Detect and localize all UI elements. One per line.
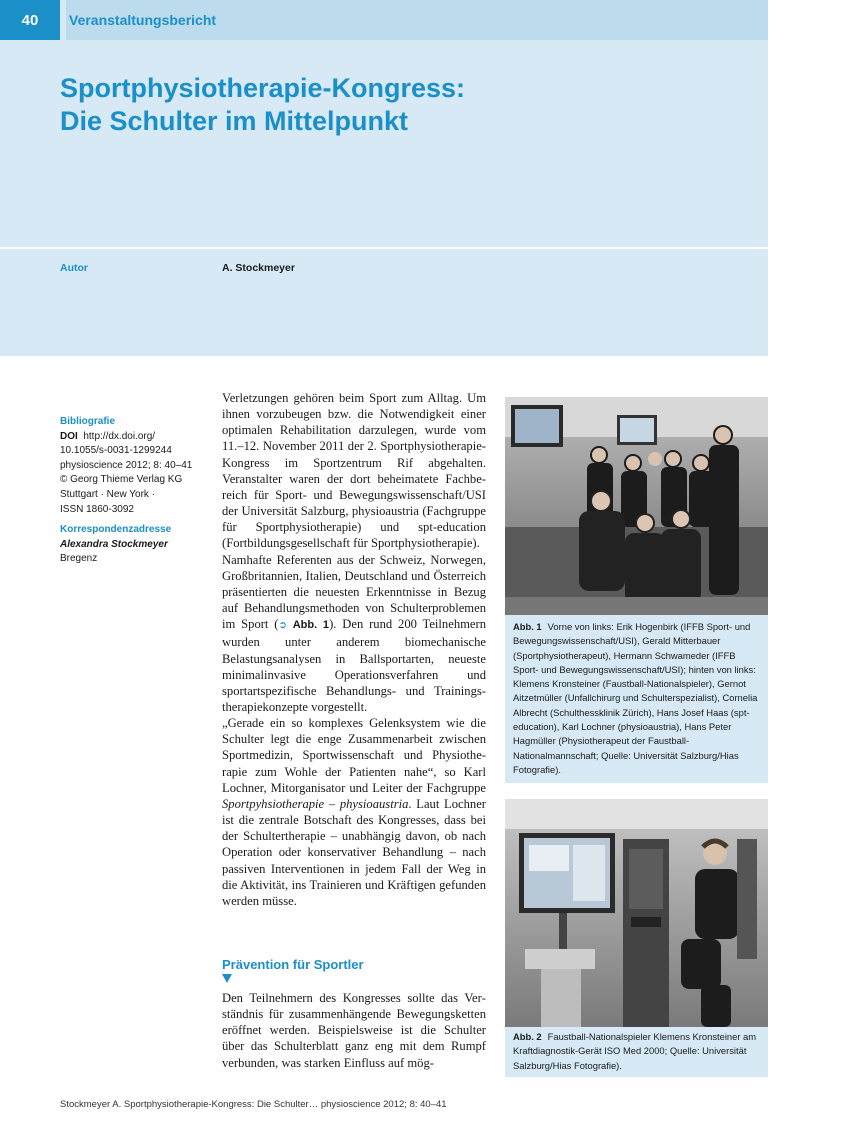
- figure-2-label: Abb. 2: [513, 1031, 542, 1042]
- reference-arrow-icon[interactable]: ➲: [278, 620, 287, 632]
- footer-citation: Stockmeyer A. Sportphysiotherapie-Kongress: Die Schulter… physioscience 2012; 8: 40–41: [60, 1099, 447, 1110]
- title-line-2: Die Schulter im Mittelpunkt: [60, 106, 409, 136]
- figure-1-photo: [505, 397, 768, 615]
- issn: ISSN 1860-3092: [60, 503, 134, 515]
- figure-2: [505, 799, 768, 1077]
- header-band: [0, 0, 768, 356]
- figure-1-label: Abb. 1: [513, 621, 542, 632]
- paragraph-2: Namhafte Referenten aus der Schweiz, Norwegen, Großbritannien, Italien, Deutschland und Österreich präsentierten die neuesten Erkenntnisse in Bezug auf Behandlungsmethoden von Schulterproblemen im Sport (➲ Abb. 1). Den rund 200 Teilnehmern wurden unter anderem biomechanische Belastungsanalysen in Ballsportarten, neueste minimalinvasive Operationsverfahren und sportartspezifische Behandlungs- und Trainingstherapiekonzepte vorgestellt.: [222, 552, 486, 714]
- article-body: [222, 390, 486, 909]
- section-label: Veranstaltungsbericht: [66, 0, 768, 40]
- page-number: 40: [0, 0, 60, 40]
- title-line-1: Sportphysiotherapie-Kongress:: [60, 73, 466, 103]
- doi-label: DOI: [60, 430, 78, 442]
- figure-reference[interactable]: Abb. 1: [292, 619, 330, 632]
- article-title: [60, 72, 720, 138]
- bibliography-heading: Bibliografie: [60, 416, 116, 427]
- subheading: Prävention für Sportler: [222, 957, 364, 972]
- publisher: © Georg Thieme Verlag KG: [60, 474, 183, 486]
- article-body-continued: [222, 990, 486, 1071]
- author-label: Autor: [60, 262, 88, 274]
- bibliography-sidebar: [60, 415, 210, 567]
- figure-1-caption: Abb. 1 Vorne von links: Erik Hogenbirk (IFFB Sport- und Bewegungswissenschaft/USI), Gerald Mitterbauer (Sportphysiotherapeut), Hermann Schwameder (IFFB Sport- und Bewegungswissenschaft/USI); hinten von links: Klemens Kronsteiner (Faustball-Nationalspieler), Gernot Aitzetmüller (Unfallchirurg und Schulterspezialist), Cornelia Albrecht (Schulthessklinik Zürich), Hans Josef Haas (spt-education), Karl Lochner (physioaustria), Hans Peter Hagmüller (Physiotherapeut der Faustball-Nationalmannschaft; Quelle: Universität Salzburg/Hias Fotografie).: [513, 621, 758, 775]
- journal-ref: physioscience 2012; 8: 40–41: [60, 459, 193, 471]
- doi-number[interactable]: 10.1055/s-0031-1299244: [60, 445, 172, 457]
- correspondence-city: Bregenz: [60, 553, 98, 565]
- triangle-down-icon: [222, 974, 232, 983]
- figure-1: [505, 397, 768, 783]
- figure-2-photo: [505, 799, 768, 1027]
- author-name: A. Stockmeyer: [222, 262, 295, 274]
- header-divider: [0, 247, 768, 249]
- publisher-place: Stuttgart · New York ·: [60, 488, 156, 500]
- correspondence-heading: Korrespondenzadresse: [60, 524, 172, 536]
- paragraph-3: „Gerade ein so komplexes Gelenksystem wie die Schulter legt die enge Zusammenarbeit zwischen Sportmedizin, Sportwissenschaft und Physiotherapie zum Wohle der Patienten nahe“, so Karl Lochner, Mitorganisator und Leiter der Fachgruppe Sportpyhsiotherapie – physioaustria. Laut Lochner ist die zentrale Botschaft des Kongresses, dass bei der Schultertherapie – unabhängig davon, ob nach Operation oder konservativer Behandlung – nach passiven Interventionen in jedem Fall der Weg in die Aktivität, ins Trainieren und Kräftigen gefunden werden müsse.: [222, 716, 486, 908]
- emphasis: Sportpyhsiotherapie – physioaustria: [222, 796, 409, 811]
- paragraph-4: Den Teilnehmern des Kongresses sollte das Verständnis für zusammenhängende Bewegungsketten eröffnet werden. Beispielsweise ist die Schulter über das Schulterblatt ganz eng mit dem Rumpf verbunden, was starken Einfluss auf mög-: [222, 991, 486, 1070]
- paragraph-1: Verletzungen gehören beim Sport zum Alltag. Um ihnen vorzubeugen bzw. die Notwendigkeit einer optimalen Rehabilitation darzulegen, wurde vom 11.–12. November 2011 der 2. Sportphysiotherapie-Kongress im Sportzentrum Rif abgehalten. Veranstalter waren der dort beheimatete Fachbereich für Sport- und Bewegungswissenschaft/USI der Universität Salzburg, physioaustria (Fachgruppe für Sportphysiotherapie) und spt-education (Fortbildungsgesellschaft für Sportphysiotherapie).: [222, 391, 486, 551]
- doi-line: [60, 430, 210, 445]
- figure-2-caption: Abb. 2 Faustball-Nationalspieler Klemens Kronsteiner am Kraftdiagnostik-Gerät ISO Med 2000; Quelle: Universität Salzburg/Hias Fotografie).: [513, 1031, 757, 1071]
- doi-link[interactable]: http://dx.doi.org/: [83, 430, 156, 442]
- correspondence-name: Alexandra Stockmeyer: [60, 538, 168, 550]
